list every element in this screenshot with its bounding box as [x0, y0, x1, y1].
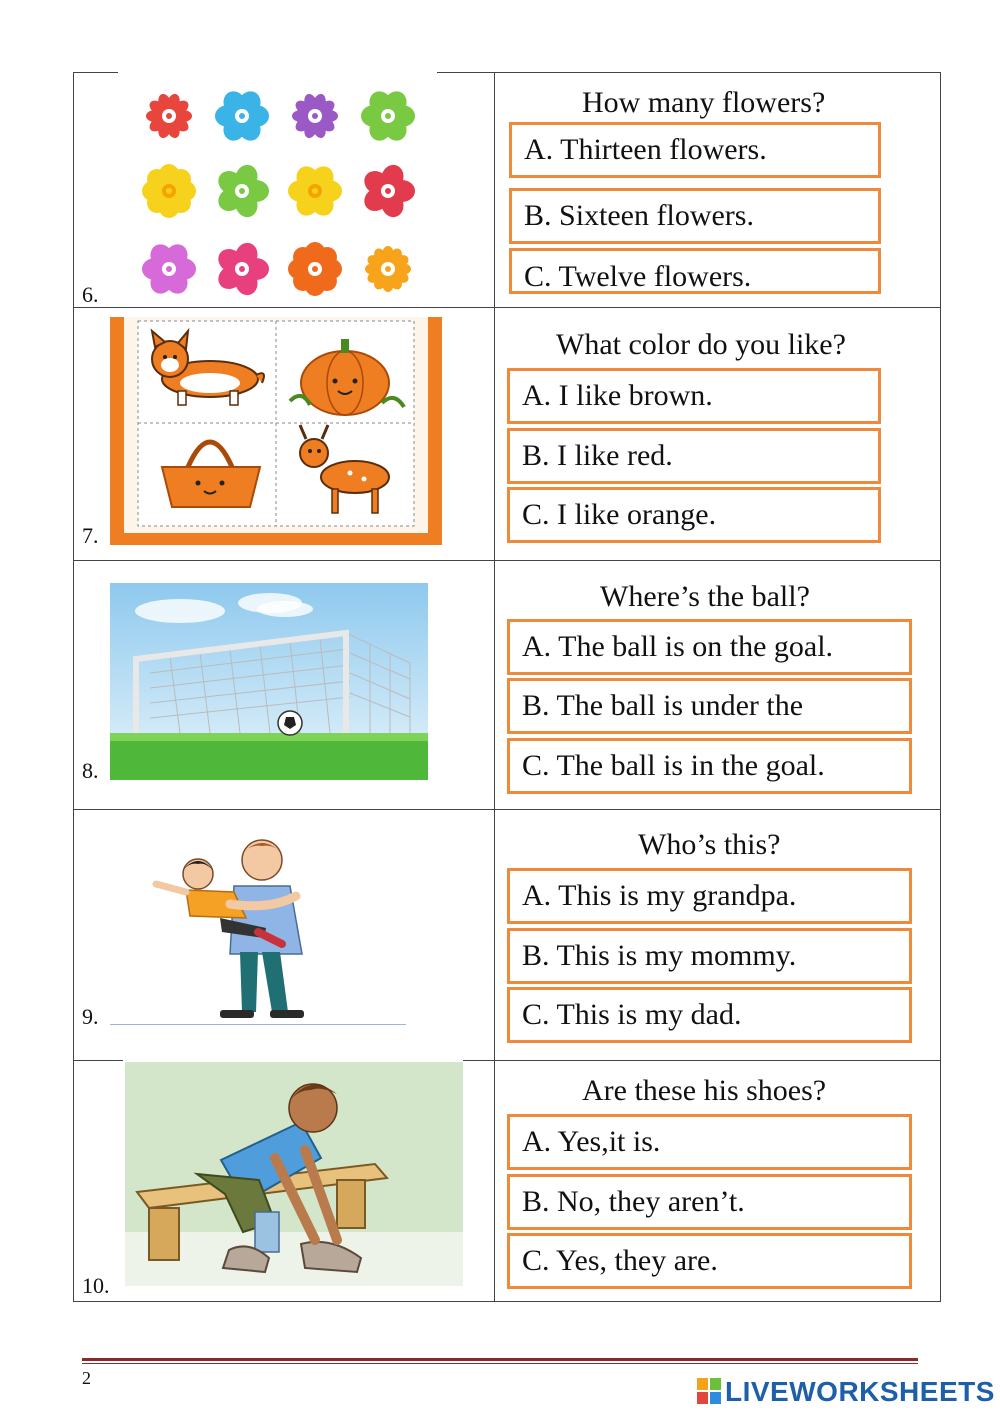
row-divider — [73, 1060, 123, 1061]
flower-icon — [142, 240, 196, 297]
flower-icon — [288, 242, 342, 296]
answer-option-b[interactable]: B. No, they aren’t. — [507, 1174, 912, 1230]
table-column-divider — [494, 72, 495, 1302]
answer-option-b[interactable]: B. Sixteen flowers. — [509, 188, 881, 244]
row-divider — [73, 307, 941, 308]
question-text: Where’s the ball? — [600, 580, 810, 613]
flower-icon — [292, 92, 338, 139]
brand-name: LIVEWORKSHEETS — [725, 1376, 995, 1407]
flower-icon — [288, 162, 342, 220]
dad-and-child-image — [150, 834, 340, 1026]
flower-icon — [214, 240, 269, 297]
item-number: 10. — [82, 1273, 110, 1298]
item-number: 7. — [82, 523, 99, 548]
row-divider — [73, 560, 941, 561]
table-top-border-left — [73, 72, 118, 73]
table-right-border — [940, 72, 941, 1302]
liveworksheets-logo-icon — [697, 1378, 721, 1404]
answer-option-b[interactable]: B. The ball is under the — [507, 678, 912, 734]
row-divider — [463, 1060, 941, 1061]
answer-option-c[interactable]: C. Yes, they are. — [507, 1233, 912, 1289]
flower-icon — [142, 164, 196, 218]
soccer-goal-image — [110, 583, 428, 780]
footer-rule — [82, 1358, 918, 1361]
question-text: Who’s this? — [638, 828, 781, 861]
answer-option-a[interactable]: A. Yes,it is. — [507, 1114, 912, 1170]
item-number: 8. — [82, 758, 99, 783]
answer-option-b[interactable]: B. I like red. — [507, 428, 881, 484]
flowers-image — [132, 82, 432, 297]
table-top-border-right — [437, 72, 941, 73]
item-number: 9. — [82, 1004, 99, 1029]
flower-icon — [215, 87, 269, 145]
answer-option-c[interactable]: C. Twelve flowers. — [509, 248, 881, 294]
question-text: How many flowers? — [582, 86, 826, 119]
table-bottom-border — [73, 1301, 941, 1302]
answer-option-c[interactable]: C. I like orange. — [507, 487, 881, 543]
flower-icon — [360, 162, 415, 220]
flower-icon — [365, 246, 411, 292]
boy-tying-shoes-image — [125, 1062, 463, 1286]
question-text: What color do you like? — [556, 328, 846, 361]
flower-icon — [361, 87, 415, 145]
answer-option-c[interactable]: C. This is my dad. — [507, 987, 912, 1043]
footer-rule-thin — [82, 1363, 918, 1364]
answer-option-a[interactable]: A. I like brown. — [507, 368, 881, 424]
answer-option-a[interactable]: A. Thirteen flowers. — [509, 122, 881, 178]
question-text: Are these his shoes? — [582, 1074, 827, 1107]
flower-icon — [146, 92, 192, 139]
table-left-border — [73, 72, 74, 1302]
page-number: 2 — [82, 1368, 91, 1388]
answer-option-a[interactable]: A. The ball is on the goal. — [507, 619, 912, 675]
answer-option-a[interactable]: A. This is my grandpa. — [507, 868, 912, 924]
flower-icon — [214, 162, 269, 220]
item-number: 6. — [82, 282, 99, 307]
answer-option-c[interactable]: C. The ball is in the goal. — [507, 738, 912, 794]
answer-option-b[interactable]: B. This is my mommy. — [507, 928, 912, 984]
row-divider — [73, 809, 941, 810]
orange-things-image — [110, 317, 442, 545]
